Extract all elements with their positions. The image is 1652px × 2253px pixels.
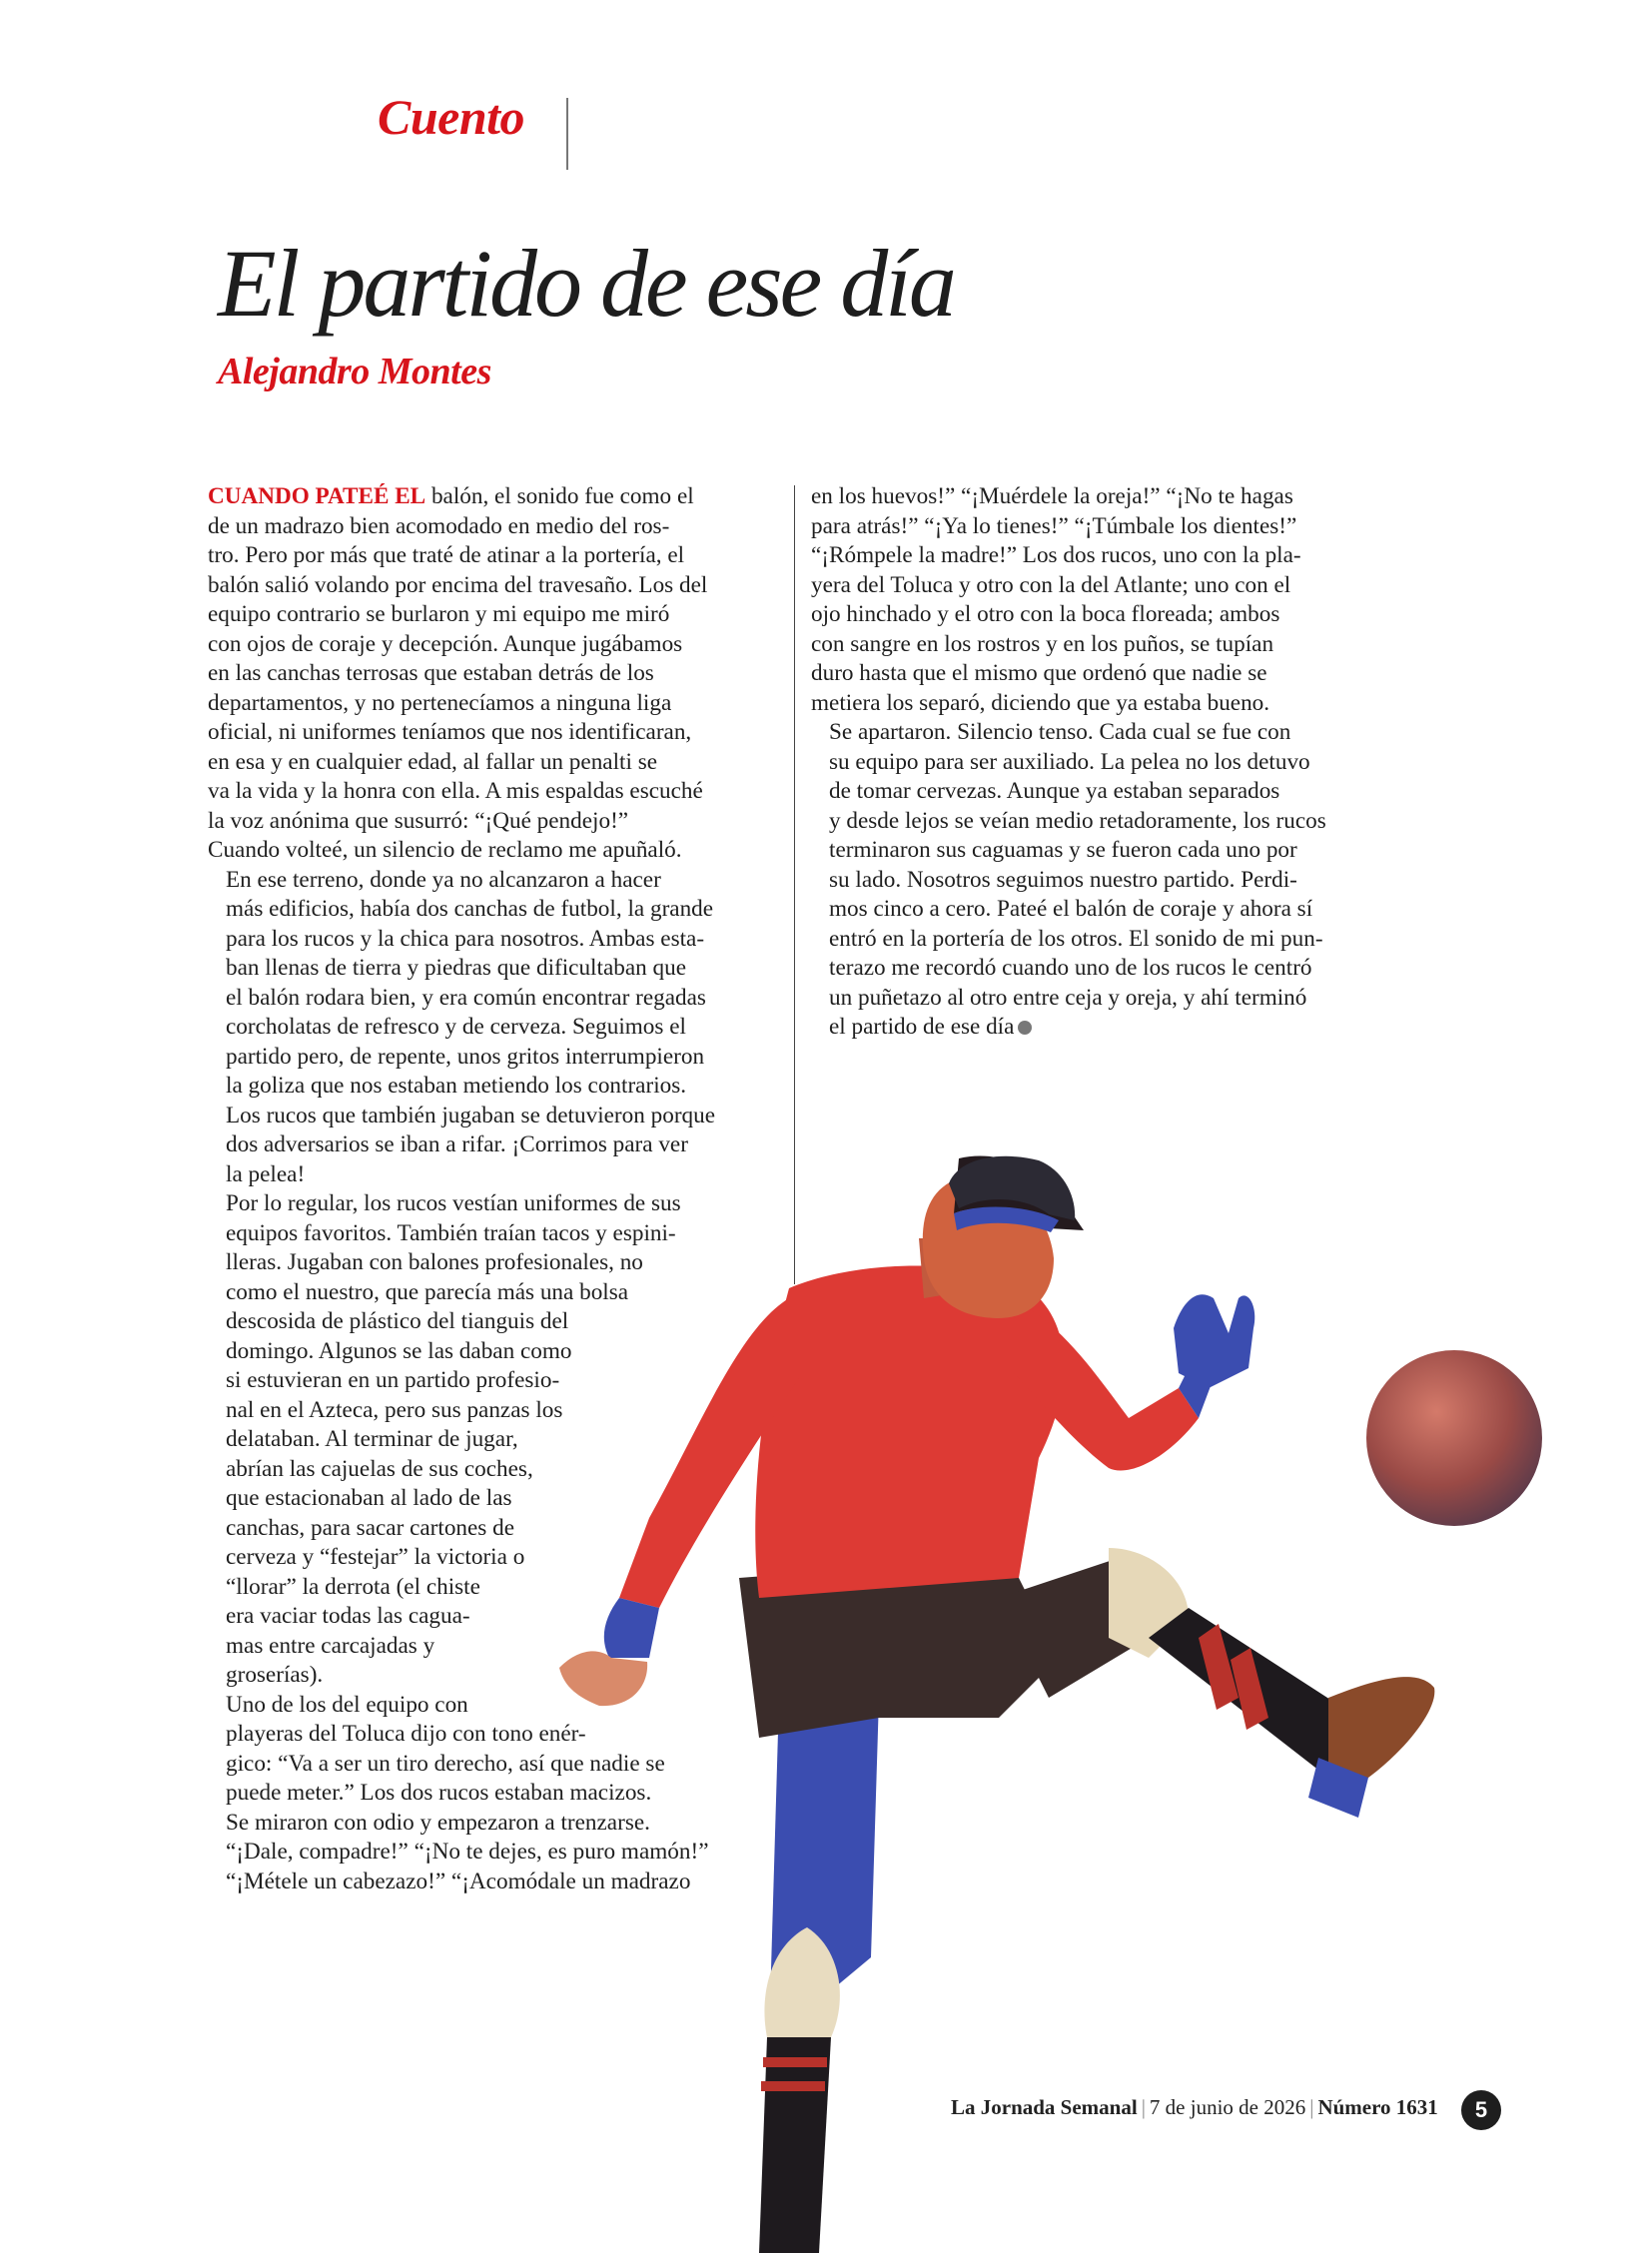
text-line xyxy=(811,984,1362,1014)
text-line xyxy=(811,807,1362,837)
text-line xyxy=(208,866,767,896)
line-text: Cuando volteé, un silencio de reclamo me apuñaló. xyxy=(208,837,682,863)
paragraph xyxy=(811,482,1362,718)
text-line xyxy=(811,954,1362,984)
footballer-illustration xyxy=(539,1148,1652,2253)
line-text: canchas, para sacar cartones de xyxy=(226,1514,515,1541)
line-text: para atrás!” “¡Ya lo tienes!” “¡Túmbale los dientes!” xyxy=(811,512,1297,539)
text-line xyxy=(811,630,1362,660)
footer-separator: | xyxy=(1309,2095,1314,2119)
line-text: con sangre en los rostros y en los puños, se tupían xyxy=(811,630,1274,657)
text-line xyxy=(811,482,1362,512)
line-text: su equipo para ser auxiliado. La pelea no los detuvo xyxy=(829,748,1310,775)
line-text: mos cinco a cero. Pateé el balón de coraje y ahora sí xyxy=(829,896,1313,922)
line-text: En ese terreno, donde ya no alcanzaron a hacer xyxy=(226,866,661,893)
line-text: Uno de los del equipo con xyxy=(226,1691,468,1718)
line-text: la pelea! xyxy=(226,1160,306,1187)
line-text: equipos favoritos. También traían tacos y espini- xyxy=(226,1219,676,1246)
line-text: balón salió volando por encima del travesaño. Los del xyxy=(208,571,708,598)
line-text: si estuvieran en un partido profesio- xyxy=(226,1367,560,1393)
line-text: que estacionaban al lado de las xyxy=(226,1485,512,1511)
line-text: Los rucos que también jugaban se detuvieron porque xyxy=(226,1102,716,1128)
text-line xyxy=(811,1013,1362,1043)
line-text: era vaciar todas las cagua- xyxy=(226,1603,470,1629)
text-line xyxy=(208,571,767,601)
page-footer xyxy=(951,2095,1438,2120)
line-text: duro hasta que el mismo que ordenó que nadie se xyxy=(811,660,1267,686)
text-line xyxy=(811,600,1362,630)
text-line xyxy=(208,1043,767,1073)
line-text: el balón rodara bien, y era común encontrar regadas xyxy=(226,984,706,1011)
text-line xyxy=(208,718,767,748)
text-line xyxy=(811,777,1362,807)
line-text: de un madrazo bien acomodado en medio del ros- xyxy=(208,512,670,539)
text-line xyxy=(811,718,1362,748)
text-line xyxy=(811,689,1362,719)
text-line xyxy=(208,1102,767,1131)
text-line xyxy=(811,895,1362,925)
text-line xyxy=(208,482,767,512)
text-line xyxy=(208,984,767,1014)
line-text: su lado. Nosotros seguimos nuestro partido. Perdi- xyxy=(829,866,1297,893)
text-line xyxy=(208,659,767,689)
line-text: la goliza que nos estaban metiendo los contrarios. xyxy=(226,1073,687,1099)
text-line xyxy=(208,541,767,571)
paragraph xyxy=(208,482,767,866)
text-line xyxy=(208,630,767,660)
line-text: en los huevos!” “¡Muérdele la oreja!” “¡No te hagas xyxy=(811,483,1293,509)
text-line xyxy=(208,954,767,984)
footer-publication: La Jornada Semanal xyxy=(951,2095,1138,2119)
line-text: delataban. Al terminar de jugar, xyxy=(226,1426,518,1452)
line-text: balón, el sonido fue como el xyxy=(425,483,694,509)
footer-issue: Número 1631 xyxy=(1317,2095,1438,2119)
line-text: ban llenas de tierra y piedras que dificultaban que xyxy=(226,955,686,981)
line-text: en esa y en cualquier edad, al fallar un penalti se xyxy=(208,748,658,775)
line-text: equipo contrario se burlaron y mi equipo me miró xyxy=(208,601,670,627)
line-text: abrían las cajuelas de sus coches, xyxy=(226,1455,533,1482)
line-text: como el nuestro, que parecía más una bolsa xyxy=(226,1278,629,1305)
line-text: ojo hinchado y el otro con la boca floreada; ambos xyxy=(811,601,1280,627)
paragraph xyxy=(811,718,1362,1043)
line-text: gico: “Va a ser un tiro derecho, así que nadie se xyxy=(226,1750,665,1777)
line-text: terazo me recordó cuando uno de los rucos le centró xyxy=(829,955,1312,981)
text-line xyxy=(208,925,767,955)
line-text: cerveza y “festejar” la victoria o xyxy=(226,1544,525,1570)
line-text: terminaron sus caguamas y se fueron cada uno por xyxy=(829,837,1297,863)
boot xyxy=(1328,1677,1434,1778)
line-text: un puñetazo al otro entre ceja y oreja, y ahí terminó xyxy=(829,984,1307,1011)
line-text: Por lo regular, los rucos vestían uniformes de sus xyxy=(226,1190,681,1216)
line-text: mas entre carcajadas y xyxy=(226,1632,435,1659)
text-line xyxy=(208,689,767,719)
text-line xyxy=(811,512,1362,542)
line-text: “¡Métele un cabezazo!” “¡Acomódale un madrazo xyxy=(226,1868,691,1894)
line-text: puede meter.” Los dos rucos estaban macizos. xyxy=(226,1780,652,1806)
line-text: nal en el Azteca, pero sus panzas los xyxy=(226,1396,563,1423)
line-text: de tomar cervezas. Aunque ya estaban separados xyxy=(829,778,1280,804)
line-text: “¡Rómpele la madre!” Los dos rucos, uno con la pla- xyxy=(811,542,1301,568)
text-line xyxy=(811,748,1362,778)
text-line xyxy=(811,836,1362,866)
line-text: para los rucos y la chica para nosotros. Ambas esta- xyxy=(226,925,705,952)
text-line xyxy=(208,512,767,542)
text-line xyxy=(208,748,767,778)
text-line xyxy=(811,659,1362,689)
text-line xyxy=(811,541,1362,571)
line-text: groserías). xyxy=(226,1662,324,1688)
article-title: El partido de ese día xyxy=(218,230,954,337)
text-column-2 xyxy=(811,482,1362,1043)
line-text: corcholatas de refresco y de cerveza. Seguimos el xyxy=(226,1014,686,1040)
line-text: más edificios, había dos canchas de futbol, la grande xyxy=(226,896,714,922)
text-line xyxy=(208,1013,767,1043)
text-line xyxy=(811,866,1362,896)
lead-in: CUANDO PATEÉ EL xyxy=(208,483,426,509)
text-line xyxy=(811,925,1362,955)
footer-date: 7 de junio de 2026 xyxy=(1149,2095,1306,2119)
line-text: el partido de ese día xyxy=(829,1014,1015,1040)
text-line xyxy=(208,807,767,837)
line-text: yera del Toluca y otro con la del Atlante; uno con el xyxy=(811,571,1291,598)
line-text: Se miraron con odio y empezaron a trenzarse. xyxy=(226,1809,650,1836)
end-of-article-dot-icon xyxy=(1018,1021,1032,1035)
line-text: y desde lejos se veían medio retadoramente, los rucos xyxy=(829,807,1326,834)
line-text: lleras. Jugaban con balones profesionales, no xyxy=(226,1249,643,1275)
line-text: con ojos de coraje y decepción. Aunque jugábamos xyxy=(208,630,683,657)
section-label: Cuento xyxy=(378,89,525,145)
line-text: playeras del Toluca dijo con tono enér- xyxy=(226,1721,586,1747)
text-line xyxy=(208,777,767,807)
section-divider xyxy=(566,98,568,170)
line-text: “llorar” la derrota (el chiste xyxy=(226,1573,480,1600)
line-text: oficial, ni uniformes teníamos que nos identificaran, xyxy=(208,719,692,745)
line-text: departamentos, y no pertenecíamos a ninguna liga xyxy=(208,689,672,716)
line-text: la voz anónima que susurró: “¡Qué pendejo!” xyxy=(208,807,629,834)
line-text: “¡Dale, compadre!” “¡No te dejes, es puro mamón!” xyxy=(226,1839,709,1865)
line-text: Se apartaron. Silencio tenso. Cada cual se fue con xyxy=(829,719,1291,745)
ball-shape xyxy=(1366,1350,1542,1526)
line-text: metiera los separó, diciendo que ya estaba bueno. xyxy=(811,689,1270,716)
footer-separator: | xyxy=(1141,2095,1146,2119)
line-text: en las canchas terrosas que estaban detrás de los xyxy=(208,660,654,686)
line-text: domingo. Algunos se las daban como xyxy=(226,1337,572,1364)
line-text: tro. Pero por más que traté de atinar a la portería, el xyxy=(208,542,685,568)
text-line xyxy=(208,895,767,925)
author-byline: Alejandro Montes xyxy=(218,351,491,392)
line-text: entró en la portería de los otros. El sonido de mi pun- xyxy=(829,925,1323,952)
text-line xyxy=(208,1072,767,1102)
text-line xyxy=(811,571,1362,601)
page-number-badge: 5 xyxy=(1461,2090,1501,2130)
line-text: partido pero, de repente, unos gritos interrumpieron xyxy=(226,1043,705,1070)
paragraph xyxy=(208,866,767,1190)
line-text: descosida de plástico del tianguis del xyxy=(226,1308,569,1334)
line-text: dos adversarios se iban a rifar. ¡Corrimos para ver xyxy=(226,1131,688,1157)
line-text: va la vida y la honra con ella. A mis espaldas escuché xyxy=(208,778,703,804)
text-line xyxy=(208,836,767,866)
text-line xyxy=(208,600,767,630)
